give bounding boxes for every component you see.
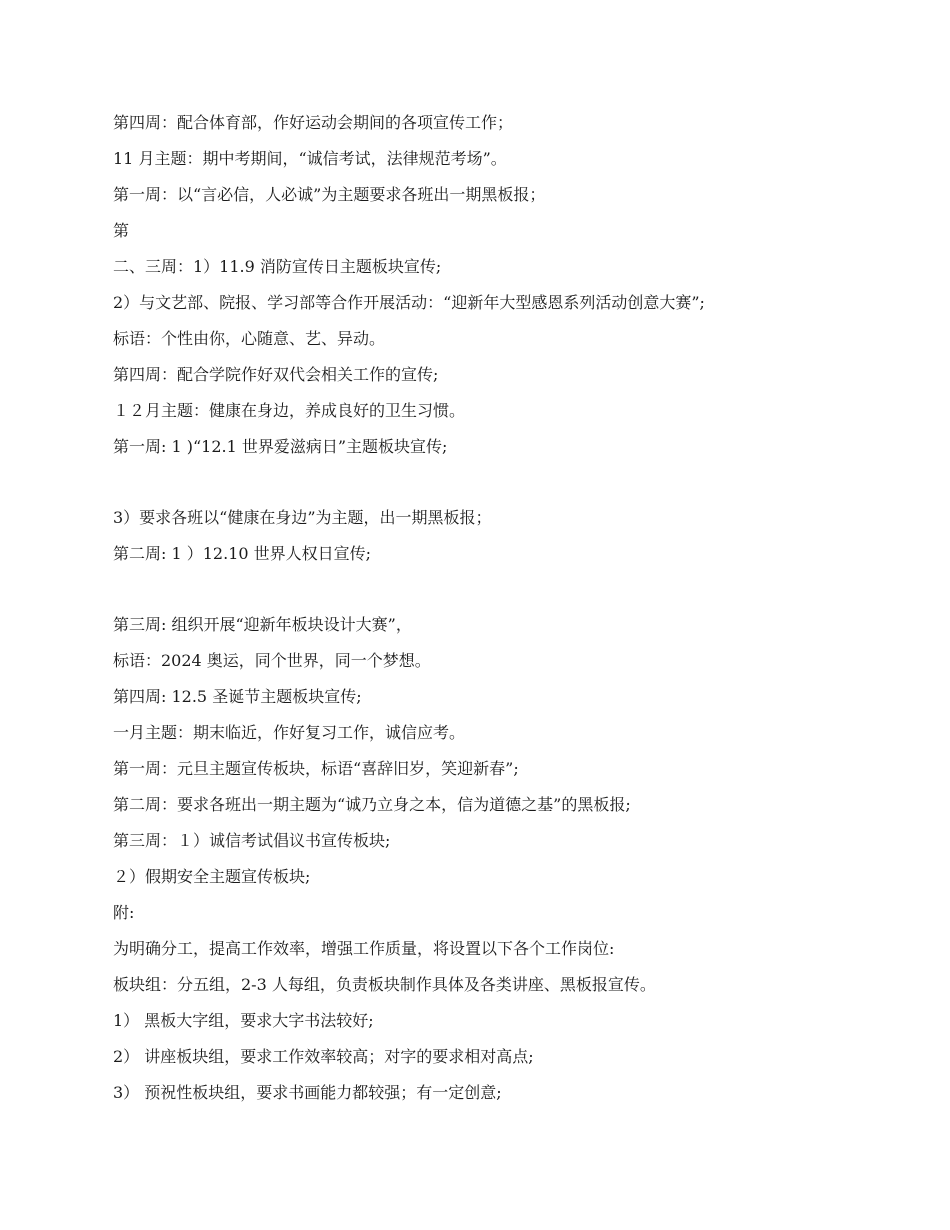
text-line: ２）假期安全主题宣传板块; <box>113 867 311 886</box>
text-line: 板块组：分五组，2-3 人每组，负责板块制作具体及各类讲座、黑板报宣传。 <box>113 975 656 994</box>
text-line: 第三周: 组织开展“迎新年板块设计大赛”， <box>113 615 412 634</box>
text-line: 1） 黑板大字组，要求大字书法较好; <box>113 1011 374 1030</box>
text-line: 3）要求各班以“健康在身边”为主题，出一期黑板报； <box>113 508 492 527</box>
text-line: 一月主题：期末临近，作好复习工作，诚信应考。 <box>113 723 466 742</box>
text-line: 为明确分工，提高工作效率，增强工作质量，将设置以下各个工作岗位: <box>113 939 615 958</box>
text-line: 第四周: 12.5 圣诞节主题板块宣传; <box>113 687 362 706</box>
text-line: 附: <box>113 903 135 922</box>
text-line: 2） 讲座板块组，要求工作效率较高；对字的要求相对高点; <box>113 1047 534 1066</box>
text-line: 第四周：配合学院作好双代会相关工作的宣传; <box>113 365 439 384</box>
text-line: 第三周：１）诚信考试倡议书宣传板块; <box>113 831 391 850</box>
text-line: 标语：2024 奥运，同个世界，同一个梦想。 <box>113 651 431 670</box>
text-line: 第四周：配合体育部，作好运动会期间的各项宣传工作； <box>113 113 514 132</box>
text-line: 第 <box>113 221 130 240</box>
text-line: 3） 预祝性板块组，要求书画能力都较强；有一定创意; <box>113 1083 502 1102</box>
text-line: 第二周: 1 ）12.10 世界人权日宣传; <box>113 544 372 563</box>
text-line: １２月主题：健康在身边，养成良好的卫生习惯。 <box>113 401 466 420</box>
text-line: 标语：个性由你，心随意、艺、异动。 <box>113 329 386 348</box>
text-line: 二、三周：1）11.9 消防宣传日主题板块宣传; <box>113 257 442 276</box>
text-line: 第一周: 1 )“12.1 世界爱滋病日”主题板块宣传; <box>113 437 448 456</box>
text-line: 11 月主题：期中考期间，“诚信考试，法律规范考场”。 <box>113 149 507 168</box>
text-line: 第二周：要求各班出一期主题为“诚乃立身之本，信为道德之基”的黑板报; <box>113 795 631 814</box>
text-line: 第一周：元旦主题宣传板块，标语“喜辞旧岁，笑迎新春”; <box>113 759 519 778</box>
text-line: 第一周：以“言必信，人必诚”为主题要求各班出一期黑板报； <box>113 185 546 204</box>
text-line: 2）与文艺部、院报、学习部等合作开展活动：“迎新年大型感恩系列活动创意大赛”; <box>113 293 705 312</box>
